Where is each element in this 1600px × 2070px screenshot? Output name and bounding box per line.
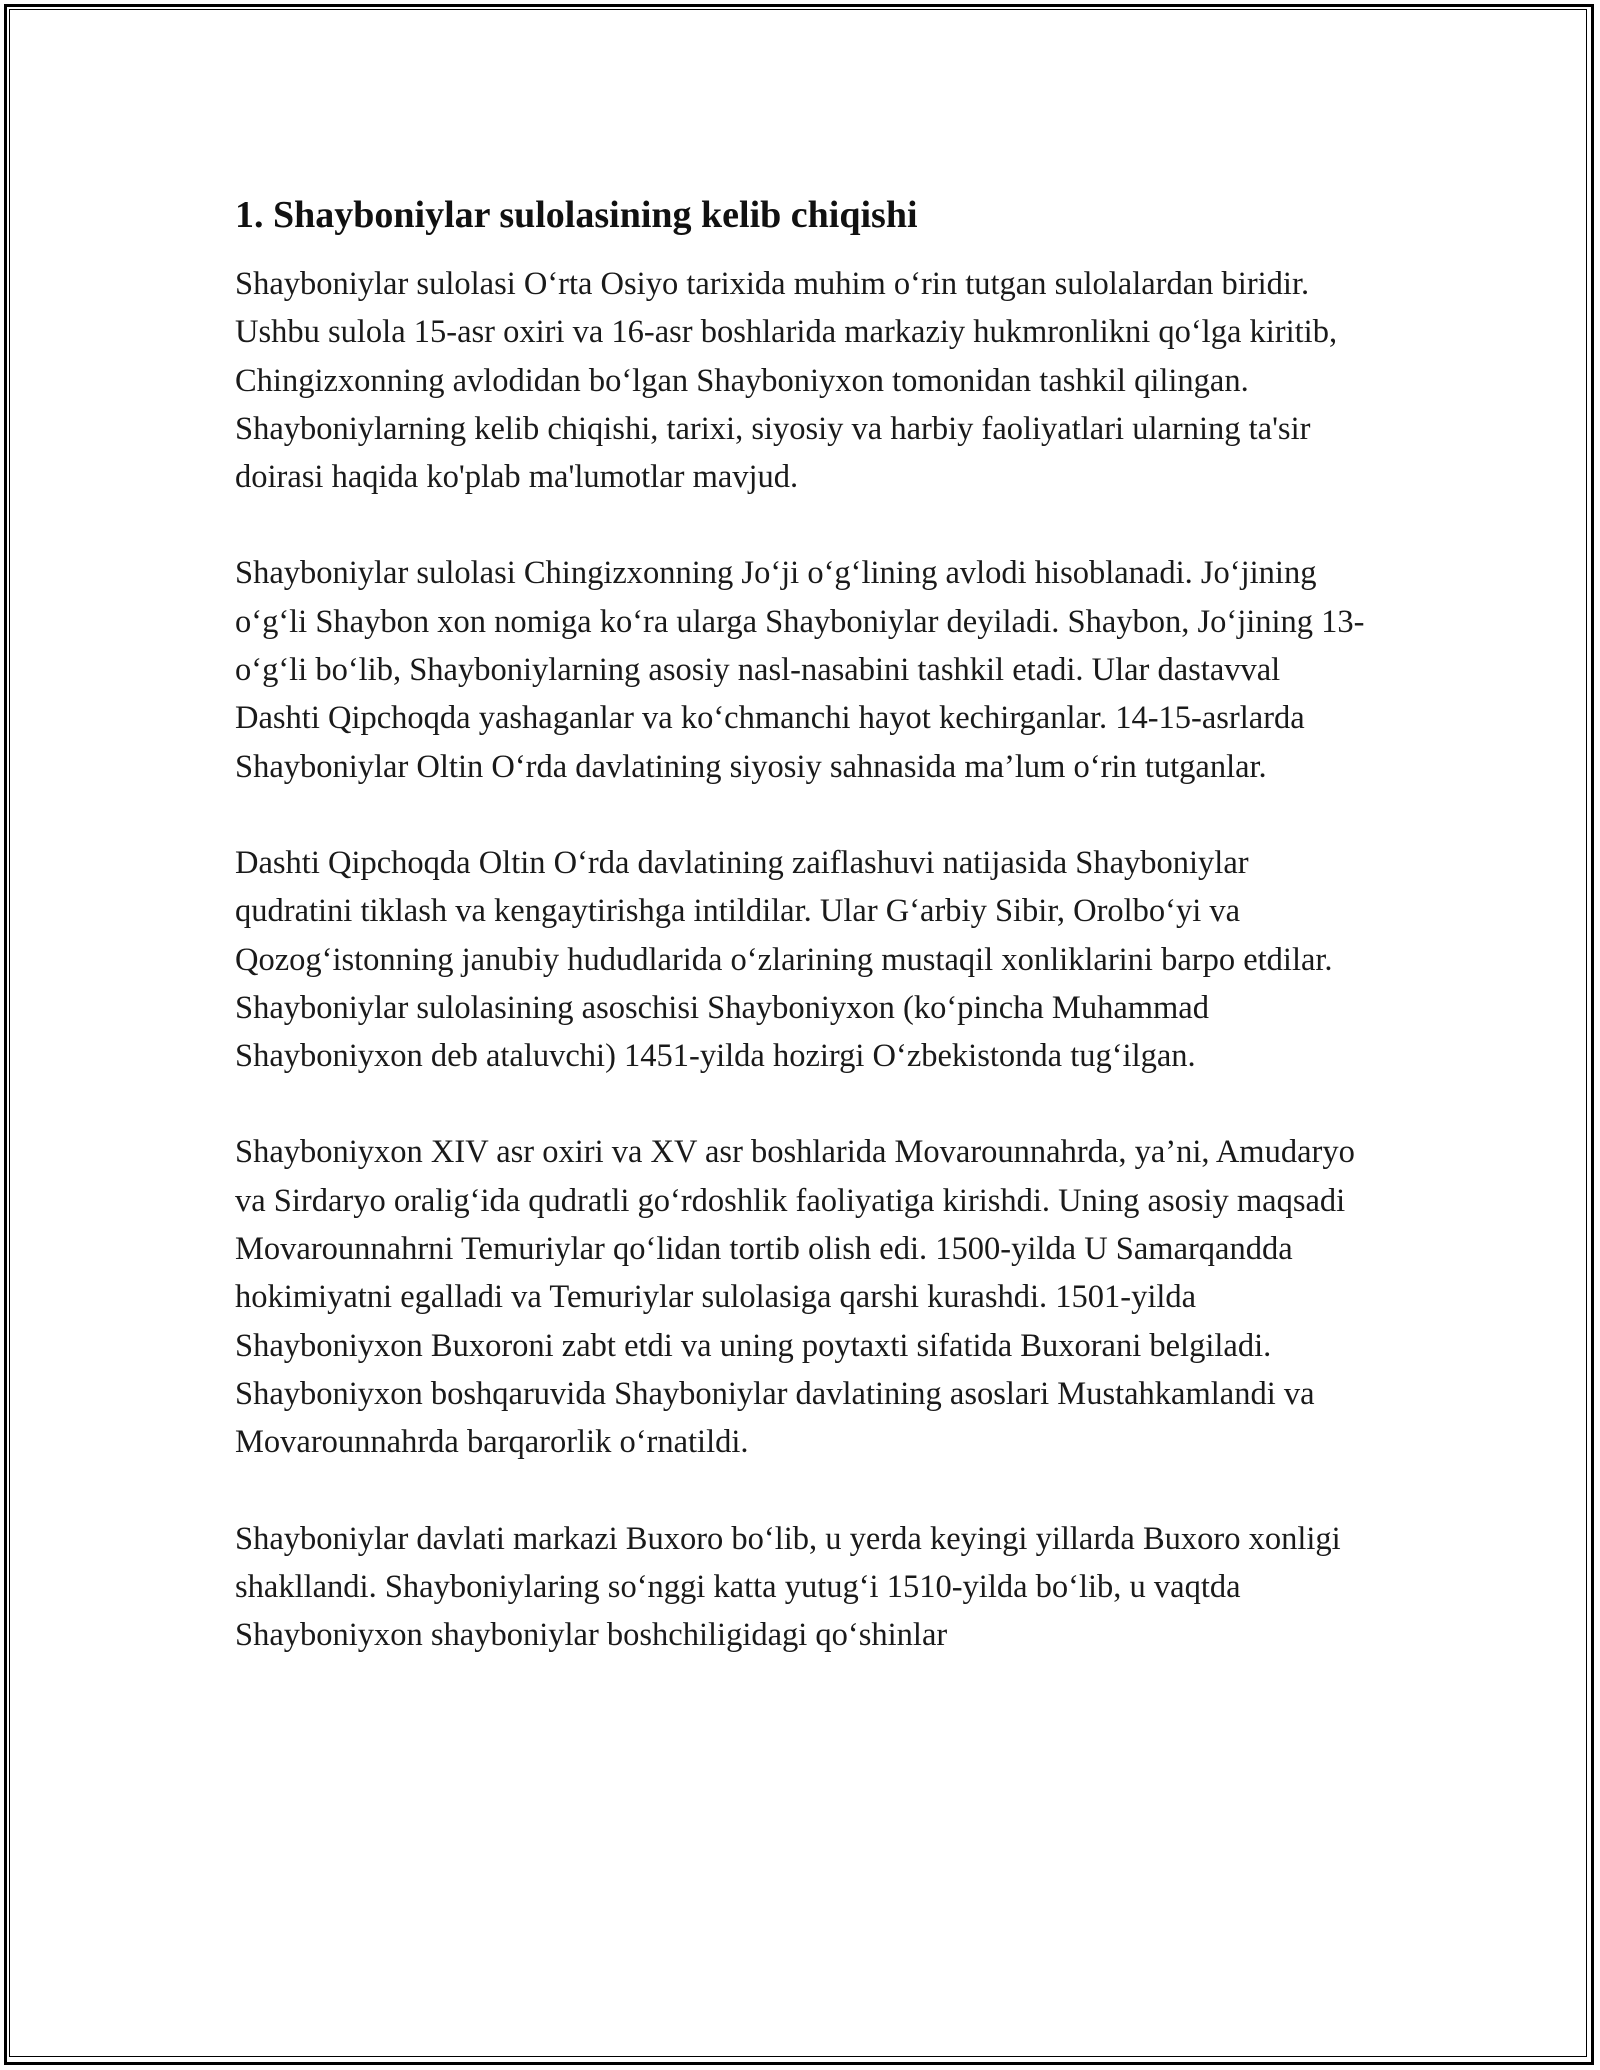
paragraph-4: Shayboniyxon XIV asr oxiri va XV asr boshlarida Movarounnahrda, ya’ni, Amudaryo va Sirdaryo oralig‘ida qudratli go‘rdoshlik faoliyatiga kirishdi. Uning asosiy maqsadi Movarounnahrni Temuriylar qo‘lidan tortib olish edi. 1500-yilda U Samarqandda hokimiyatni egalladi va Temuriylar sulolasiga qarshi kurashdi. 1501-yilda Shayboniyxon Buxoroni zabt etdi va uning poytaxti sifatida Buxorani belgiladi. Shayboniyxon boshqaruvida Shayboniylar davlatining asoslari Mustahkamlandi va Movarounnahrda barqarorlik o‘rnatildi.	[235, 1134, 1355, 1461]
section-heading: 1. Shayboniylar sulolasining kelib chiqishi	[235, 194, 918, 236]
document-body	[235, 188, 1365, 1707]
paragraph-1: Shayboniylar sulolasi O‘rta Osiyo tarixida muhim o‘rin tutgan sulolalardan biridir. Ushbu sulola 15-asr oxiri va 16-asr boshlarida markaziy hukmronlikni qo‘lga kiritib, Chingizxonning avlodidan bo‘lgan Shayboniyxon tomonidan tashkil qilingan. Shayboniylarning kelib chiqishi, tarixi, siyosiy va harbiy faoliyatlari ularning ta'sir doirasi haqida ko'plab ma'lumotlar mavjud.	[235, 266, 1338, 496]
paragraph-3: Dashti Qipchoqda Oltin O‘rda davlatining zaiflashuvi natijasida Shayboniylar qudratini tiklash va kengaytirishga intildilar. Ular G‘arbiy Sibir, Orolbo‘yi va Qozog‘istonning janubiy hududlarida o‘zlarining mustaqil xonliklarini barpo etdilar. Shayboniylar sulolasining asoschisi Shayboniyxon (ko‘pincha Muhammad Shayboniyxon deb ataluvchi) 1451-yilda hozirgi O‘zbekistonda tug‘ilgan.	[235, 844, 1333, 1075]
paragraph-5: Shayboniylar davlati markazi Buxoro bo‘lib, u yerda keyingi yillarda Buxoro xonligi shakllandi. Shayboniylaring so‘nggi katta yutug‘i 1510-yilda bo‘lib, u vaqtda Shayboniyxon shayboniylar boshchiligidagi qo‘shinlar	[235, 1520, 1341, 1654]
paragraph-2: Shayboniylar sulolasi Chingizxonning Jo‘ji o‘g‘lining avlodi hisoblanadi. Jo‘jining o‘g‘li Shaybon xon nomiga ko‘ra ularga Shayboniylar deyiladi. Shaybon, Jo‘jining 13-o‘g‘li bo‘lib, Shayboniylarning asosiy nasl-nasabini tashkil etadi. Ular dastavval Dashti Qipchoqda yashaganlar va ko‘chmanchi hayot kechirganlar. 14-15-asrlarda Shayboniylar Oltin O‘rda davlatining siyosiy sahnasida ma’lum o‘rin tutganlar.	[235, 555, 1365, 785]
